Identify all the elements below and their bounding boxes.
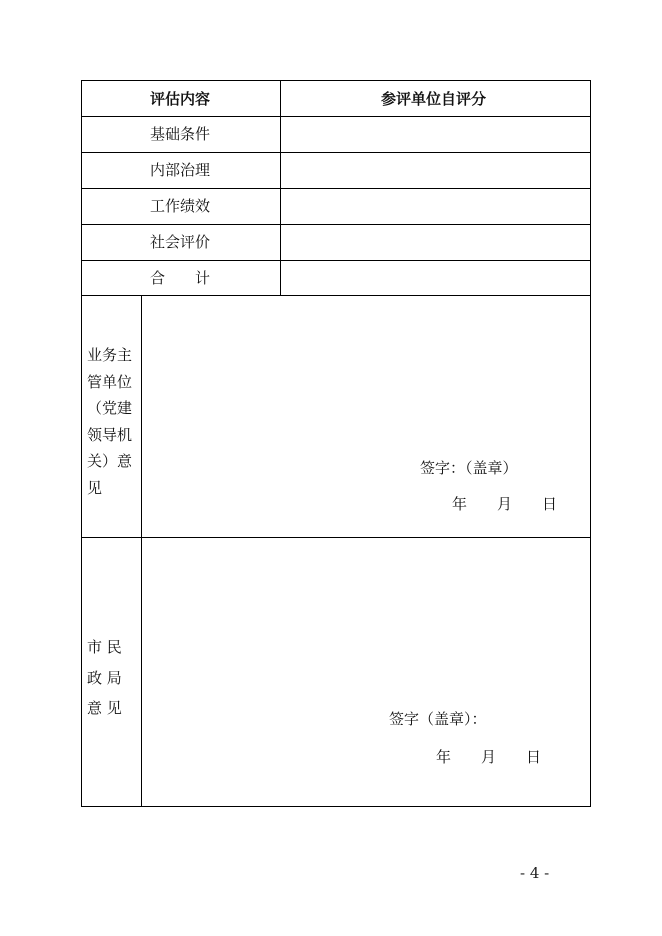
supervising-unit-signature: 签字：（盖章）: [420, 459, 518, 477]
row-divider: [81, 295, 591, 296]
row-label-total: 合 计: [150, 269, 211, 287]
row-divider: [81, 224, 591, 225]
table-border-bottom: [81, 806, 591, 807]
row-divider: [81, 152, 591, 153]
page-number: - 4 -: [520, 864, 550, 882]
table-border-right: [590, 80, 591, 807]
row-label-internal-governance: 内部治理: [150, 161, 211, 179]
column-divider: [280, 80, 281, 296]
row-label-basic-conditions: 基础条件: [150, 125, 211, 143]
evaluation-table: [81, 80, 591, 807]
civil-affairs-bureau-opinion-label: 市 民 政 局 意 见: [87, 638, 122, 717]
table-border-top: [81, 80, 591, 81]
header-evaluation-content: 评估内容: [150, 90, 211, 108]
label-column-divider: [141, 295, 142, 807]
row-divider: [81, 260, 591, 261]
row-label-work-performance: 工作绩效: [150, 197, 211, 215]
civil-affairs-date: 年 月 日: [436, 748, 542, 766]
supervising-unit-opinion-label: 业务主 管单位 （党建 领导机 关）意 见: [87, 346, 133, 497]
civil-affairs-signature: 签字（盖章）：: [389, 710, 487, 728]
row-label-social-evaluation: 社会评价: [150, 233, 211, 251]
supervising-unit-date: 年 月 日: [452, 495, 558, 513]
header-self-score: 参评单位自评分: [381, 90, 487, 108]
row-divider: [81, 116, 591, 117]
row-divider: [81, 537, 591, 538]
row-divider: [81, 188, 591, 189]
table-border-left: [81, 80, 82, 807]
